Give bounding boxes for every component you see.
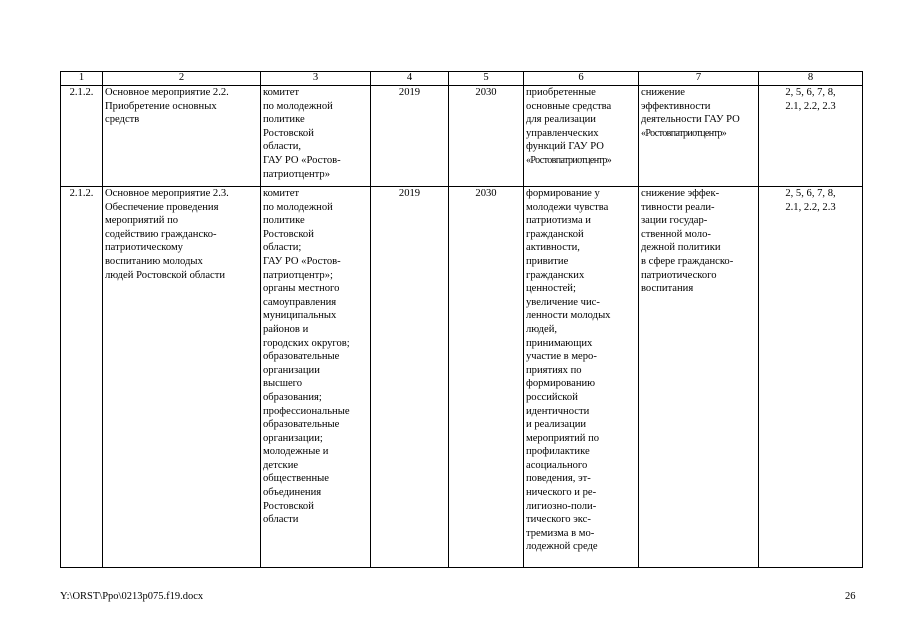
- end-year: 2030: [449, 187, 524, 568]
- cell-line: гражданских: [526, 269, 585, 281]
- cell-line: формирование у: [526, 188, 600, 199]
- file-path: Y:\ORST\Ppo\0213p075.f19.docx: [60, 591, 204, 602]
- page-number: 26: [845, 591, 856, 602]
- col-header-8: 8: [759, 72, 863, 86]
- cell-line: воспитания: [641, 283, 694, 295]
- cell-line: асоциального: [526, 459, 588, 471]
- cell-line: патриотцентр»: [263, 168, 331, 180]
- col-header-2: 2: [103, 72, 261, 86]
- end-year: 2030: [449, 86, 524, 187]
- cell-line: идентичности: [526, 405, 590, 417]
- cell-line: молодежи чувства: [526, 201, 609, 213]
- cell-line: нического и ре-: [526, 487, 597, 499]
- cell-line: мероприятий по: [105, 215, 179, 227]
- col-header-4: 4: [371, 72, 449, 86]
- cell-line: дежной политики: [641, 242, 721, 254]
- cell-line: снижение эффек-: [641, 188, 720, 199]
- col-header-1: 1: [61, 72, 103, 86]
- cell-line: образования;: [263, 391, 322, 403]
- cell-line: и реализации: [526, 419, 587, 431]
- cell-line: лигиозно-поли-: [526, 500, 597, 512]
- cell-line: эффективности: [641, 100, 711, 112]
- cell-line: по молодежной: [263, 100, 333, 112]
- cell-line: детские: [263, 459, 299, 471]
- cell-line: области: [263, 514, 299, 526]
- cell-line: Ростовской: [263, 228, 314, 240]
- cell-line: ГАУ РО «Ростов-: [263, 154, 341, 166]
- cell-line: патриотизма и: [526, 215, 591, 227]
- cell-line: снижение: [641, 87, 685, 98]
- cell-line: формированию: [526, 378, 596, 390]
- cell-line: образовательные: [263, 351, 340, 363]
- cell-line: Приобретение основных: [105, 100, 217, 112]
- cell-line: Ростовской: [263, 127, 314, 139]
- activity-title: [103, 187, 261, 568]
- related-indicators: [759, 187, 863, 568]
- table-row: [61, 187, 863, 568]
- row-number: 2.1.2.: [61, 86, 103, 187]
- row-number: 2.1.2.: [61, 187, 103, 568]
- col-header-5: 5: [449, 72, 524, 86]
- cell-line: профессиональные: [263, 405, 350, 417]
- non-implementation-consequence: [639, 86, 759, 187]
- cell-line: средств: [105, 114, 140, 126]
- cell-line: Ростовской: [263, 500, 314, 512]
- cell-line: 2.1, 2.2, 2.3: [785, 100, 836, 112]
- table-row: [61, 86, 863, 187]
- cell-line: «Ростовпатриотцентр»: [526, 154, 612, 166]
- cell-line: принимающих: [526, 337, 593, 349]
- cell-line: органы местного: [263, 283, 340, 295]
- cell-line: людей,: [526, 323, 558, 335]
- cell-line: патриотического: [641, 269, 717, 281]
- cell-line: Обеспечение проведения: [105, 201, 219, 213]
- executor: [261, 86, 371, 187]
- cell-line: политике: [263, 114, 305, 126]
- cell-line: лодежной среде: [526, 541, 598, 553]
- cell-line: по молодежной: [263, 201, 333, 213]
- cell-line: 2, 5, 6, 7, 8,: [785, 87, 836, 98]
- cell-line: мероприятий по: [526, 432, 600, 444]
- cell-line: воспитанию молодых: [105, 255, 203, 267]
- cell-line: области;: [263, 242, 302, 254]
- cell-line: Основное мероприятие 2.3.: [105, 188, 229, 199]
- cell-line: увеличение чис-: [526, 296, 600, 308]
- cell-line: тического экс-: [526, 514, 591, 526]
- cell-line: деятельности ГАУ РО: [641, 114, 740, 126]
- cell-line: высшего: [263, 378, 303, 390]
- cell-line: участие в меро-: [526, 351, 597, 363]
- cell-line: привитие: [526, 255, 569, 267]
- start-year: 2019: [371, 86, 449, 187]
- col-header-6: 6: [524, 72, 639, 86]
- cell-line: профилактике: [526, 446, 590, 458]
- cell-line: российской: [526, 391, 578, 403]
- cell-line: политике: [263, 215, 305, 227]
- cell-line: ГАУ РО «Ростов-: [263, 255, 341, 267]
- cell-line: для реализации: [526, 114, 596, 126]
- related-indicators: [759, 86, 863, 187]
- cell-line: области,: [263, 141, 302, 153]
- col-header-7: 7: [639, 72, 759, 86]
- cell-line: общественные: [263, 473, 329, 485]
- cell-line: в сфере гражданско-: [641, 255, 734, 267]
- cell-line: 2, 5, 6, 7, 8,: [785, 188, 836, 199]
- cell-line: Основное мероприятие 2.2.: [105, 87, 229, 98]
- cell-line: приятиях по: [526, 364, 582, 376]
- cell-line: молодежные и: [263, 446, 329, 458]
- expected-result: [524, 187, 639, 568]
- cell-line: тивности реали-: [641, 201, 715, 213]
- cell-line: поведения, эт-: [526, 473, 591, 485]
- cell-line: гражданской: [526, 228, 584, 240]
- cell-line: управленческих: [526, 127, 599, 139]
- cell-line: ленности молодых: [526, 310, 611, 322]
- cell-line: людей Ростовской области: [105, 269, 226, 281]
- cell-line: патриотцентр»;: [263, 269, 333, 281]
- cell-line: образовательные: [263, 419, 340, 431]
- cell-line: тремизма в мо-: [526, 527, 595, 539]
- cell-line: «Ростовпатриотцентр»: [641, 127, 727, 139]
- cell-line: функций ГАУ РО: [526, 141, 604, 153]
- cell-line: городских округов;: [263, 337, 350, 349]
- non-implementation-consequence: [639, 187, 759, 568]
- cell-line: приобретенные: [526, 87, 596, 98]
- cell-line: организации: [263, 364, 320, 376]
- cell-line: активности,: [526, 242, 580, 254]
- cell-line: районов и: [263, 323, 309, 335]
- start-year: 2019: [371, 187, 449, 568]
- cell-line: комитет: [263, 87, 300, 98]
- cell-line: основные средства: [526, 100, 612, 112]
- activities-table: [60, 71, 863, 568]
- cell-line: содействию гражданско-: [105, 228, 217, 240]
- cell-line: самоуправления: [263, 296, 337, 308]
- cell-line: патриотическому: [105, 242, 183, 254]
- activity-title: [103, 86, 261, 187]
- cell-line: зации государ-: [641, 215, 708, 227]
- expected-result: [524, 86, 639, 187]
- cell-line: муниципальных: [263, 310, 337, 322]
- cell-line: ценностей;: [526, 283, 576, 295]
- cell-line: 2.1, 2.2, 2.3: [785, 201, 836, 213]
- cell-line: комитет: [263, 188, 300, 199]
- cell-line: объединения: [263, 487, 322, 499]
- cell-line: ственной моло-: [641, 228, 711, 240]
- col-header-3: 3: [261, 72, 371, 86]
- header-row: [61, 72, 863, 86]
- cell-line: организации;: [263, 432, 323, 444]
- executor: [261, 187, 371, 568]
